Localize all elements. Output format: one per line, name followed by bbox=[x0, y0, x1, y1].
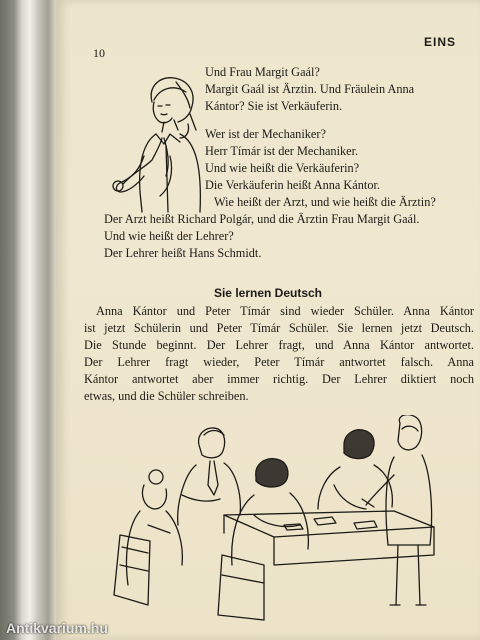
chapter-heading: EINS bbox=[423, 35, 456, 49]
dialogue-line: Die Verkäuferin heißt Anna Kántor. bbox=[205, 178, 380, 192]
paragraph-line: Anna Kántor und Peter Tímár sind wieder Schüler. Anna Kántor bbox=[96, 304, 474, 318]
book-page bbox=[56, 0, 480, 640]
dialogue-line: Kántor? Sie ist Verkäuferin. bbox=[205, 99, 343, 113]
paragraph-line: ist jetzt Schülerin und Peter Tímár Schüler. Sie lernen jetzt Deutsch. bbox=[84, 321, 474, 335]
book-spine-edge bbox=[0, 0, 58, 640]
dialogue-line: Wie heißt der Arzt, und wie heißt die Ärztin? bbox=[214, 195, 436, 209]
paragraph-line: etwas, und die Schüler schreiben. bbox=[84, 389, 249, 403]
dialogue-line: Und Frau Margit Gaál? bbox=[205, 65, 320, 79]
paragraph-line: Kántor antwortet aber immer richtig. Der Lehrer diktiert noch bbox=[84, 372, 474, 386]
page-number: 10 bbox=[93, 46, 105, 60]
dialogue-line: Und wie heißt die Verkäuferin? bbox=[205, 161, 360, 175]
dialogue-line: Herr Tímár ist der Mechaniker. bbox=[205, 144, 359, 158]
doctor-illustration bbox=[104, 72, 214, 222]
classroom-illustration bbox=[104, 415, 444, 625]
dialogue-line: Wer ist der Mechaniker? bbox=[205, 127, 326, 141]
watermark-logo: Antikvarium.hu bbox=[6, 620, 108, 636]
dialogue-line: Der Arzt heißt Richard Polgár, und die Ärztin Frau Margit Gaál. bbox=[104, 212, 420, 226]
paragraph-line: Der Lehrer fragt wieder, Peter Tímár antwortet falsch. Anna bbox=[84, 355, 474, 369]
dialogue-line: Der Lehrer heißt Hans Schmidt. bbox=[104, 246, 262, 260]
dialogue-line: Margit Gaál ist Ärztin. Und Fräulein Anna bbox=[205, 82, 415, 96]
section-title: Sie lernen Deutsch bbox=[213, 286, 323, 300]
dialogue-line: Und wie heißt der Lehrer? bbox=[104, 229, 234, 243]
body-paragraph bbox=[84, 303, 474, 405]
paragraph-line: Die Stunde beginnt. Der Lehrer fragt, und Anna Kántor antwortet. bbox=[84, 338, 474, 352]
